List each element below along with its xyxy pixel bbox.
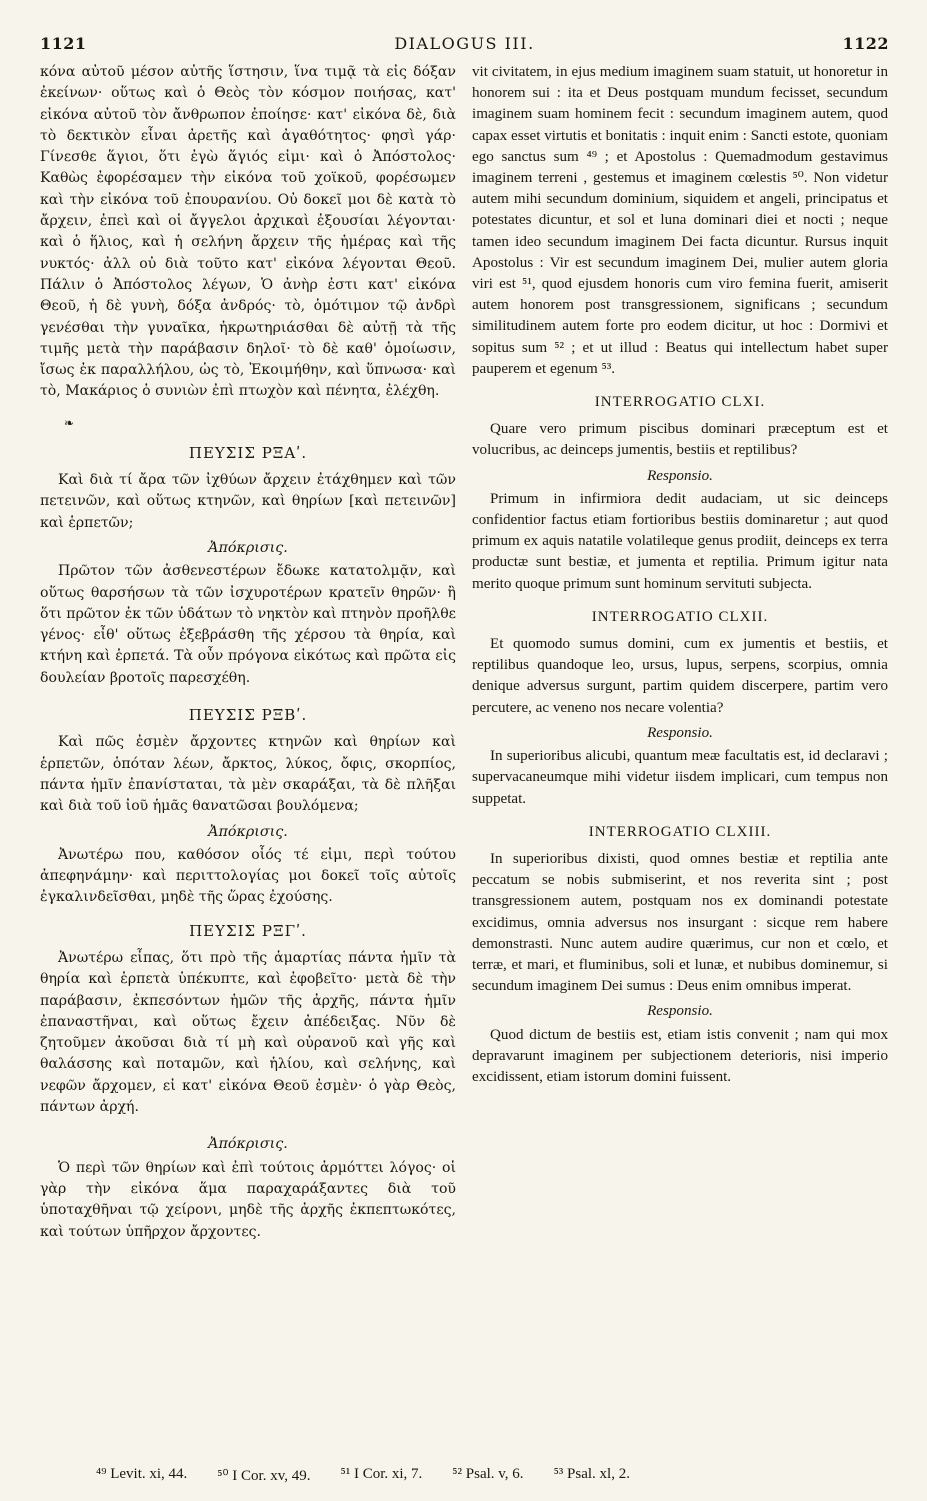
- greek-response-label-162: Ἀπόκρισις.: [208, 823, 288, 840]
- latin-question-161-text: Quare vero primum piscibus dominari præceptum est et volucribus, ac deinceps jumentis, bestiis et reptilibus?: [472, 421, 888, 459]
- greek-response-label-161: Ἀπόκρισις.: [208, 539, 288, 556]
- footnote-50: ⁵⁰ I Cor. xv, 49.: [217, 1468, 311, 1484]
- latin-question-163-title: INTERROGATIO CLXIII.: [588, 823, 772, 840]
- greek-question-162-title: ΠΕΥΣΙΣ ΡΞΒʹ.: [188, 706, 308, 725]
- footnote-51: ⁵¹ I Cor. xi, 7.: [340, 1466, 423, 1482]
- latin-column: [472, 62, 888, 1243]
- latin-answer-163-text: Quod dictum de bestiis est, etiam istis convenit ; nam qui mox depravarunt imaginem per subjectionem deterioris, nisi imperio excidissent, etiam istorum domini fuissent.: [472, 1026, 888, 1085]
- latin-response-label-162: Responsio.: [647, 724, 713, 741]
- latin-answer-161-text: Primum in infirmiora dedit audaciam, ut sic deinceps confidentior factus etiam fortioribus bestiis dominaretur ; aut quod primum ex aquis natatile volatileque genus prodiit, deinceps ex terra productæ sunt bestiæ, et jumenta et reptilia. Primum igitur nata merito quoque primum sunt hominum servituti subjecta.: [472, 490, 888, 592]
- greek-question-162-text: Καὶ πῶς ἐσμὲν ἄρχοντες κτηνῶν καὶ θηρίων καὶ ἑρπετῶν, ὁπόταν λέων, ἄρκτος, λύκος, ὄφις, σκορπίος, πάντα ἡμῖν ἐπανίσταται, τὰ μὲν σκαράξαι, τὰ δὲ πλῆξαι καὶ διὰ τοῦ ἰοῦ ἡμᾶς θανατῶσαι βουλόμενα;: [40, 734, 456, 815]
- printer-mark: ❧: [64, 415, 75, 430]
- latin-answer-162-text: In superioribus alicubi, quantum meæ facultatis est, id declaravi ; supervacaneumque mihi videtur iisdem implicari, cum tempus non suppetat.: [472, 748, 888, 807]
- greek-question-163-text: Ἀνωτέρω εἶπας, ὅτι πρὸ τῆς ἁμαρτίας πάντα ἡμῖν τὰ θηρία καὶ ἑρπετὰ ὑπέκυπτε, καὶ ἐφοβεῖτο· μετὰ δὲ τὴν παράβασιν, ἐκπεσόντων ἡμῶν τῆς ἀρχῆς, πάντα ἡμῖν ἐπαναστῆναι, καὶ οὕτως ἔχειν ἀπέδειξας. Νῦν δὲ ζητοῦμεν ἀκοῦσαι διὰ τί μὴ καὶ οὐρανοῦ καὶ γῆς καὶ θαλάσσης καὶ ποταμῶν, καὶ ἡλίου, καὶ σελήνης, καὶ νεφῶν ἄρχομεν, εἰ κατ' εἰκόνα Θεοῦ ἐσμὲν· ὁ γὰρ Θεὸς, πάντων ἀρχή.: [40, 949, 456, 1116]
- running-head: [40, 34, 889, 58]
- greek-response-label-163: Ἀπόκρισις.: [208, 1136, 288, 1153]
- footnote-49: ⁴⁹ Levit. xi, 44.: [96, 1466, 188, 1482]
- greek-answer-162-text: Ἀνωτέρω που, καθόσον οἷός τέ εἰμι, περὶ τούτου ἀπεφηνάμην· καὶ περιττολογίας μοι δοκεῖ τοῖς αὐτοῖς ἐγκαλινδεῖσθαι, μηδὲ τῆς ὥρας ἐχούσης.: [40, 846, 456, 906]
- greek-answer-163-text: Ὁ περὶ τῶν θηρίων καὶ ἐπὶ τούτοις ἁρμόττει λόγος· οἱ γὰρ τὴν εἰκόνα ἅμα παραχαράξαντες διὰ τοῦ ὑποταχθῆναι τῷ χείρονι, μηδὲ τῆς ἀρχῆς ἐκπεπτωκότες, καὶ τούτων ὑπῆρχον ἄρχοντες.: [40, 1159, 456, 1240]
- latin-response-label-161: Responsio.: [647, 467, 713, 484]
- latin-paragraph-intro: vit civitatem, in ejus medium imaginem suam statuit, ut honoretur in honorem sui : ita et Deus postquam mundum fecisset, secundum imaginem suam hominem fecit : secundum imaginem autem, quod capax esset virtutis et bonitatis : inquit enim : Sancti estote, quoniam ego sanctus sum ⁴⁹ ; et Apostolus : Quemadmodum gestavimus imaginem terreni , gestemus et imaginem cœlestis ⁵⁰. Non videtur autem mihi secundum dominium, siquidem et angeli, principatus et potestates dicuntur, et sol et luna dominari diei et nocti ; neque tamen ideo secundum imaginem Dei facta dicuntur. Rursus inquit Apostolus : Vir est secundum imaginem Dei, mulier autem gloria viri est ⁵¹, quod ejusdem honoris cum viro femina fuerit, amiserit autem honorem post transgressionem, significans ; secundum similitudinem autem forte pro eodem dicitur, ut hoc : Dormivi et sopitus sum ⁵² ; et ut illud : Beatus qui intellectum habet super pauperem et egenum ⁵³.: [472, 64, 888, 377]
- latin-question-162-text: Et quomodo sumus domini, cum ex jumentis et bestiis, et reptilibus quandoque leo, ursus, lupus, serpens, scorpius, omnia denique adversus surgunt, partim quidem discerpere, partim vero percutere, ac veneno nos necare volentia?: [472, 636, 888, 716]
- footnote-53: ⁵³ Psal. xl, 2.: [553, 1466, 630, 1482]
- footnotes: [96, 1466, 867, 1485]
- footnote-52: ⁵² Psal. v, 6.: [452, 1466, 524, 1482]
- greek-question-163-title: ΠΕΥΣΙΣ ΡΞΓʹ.: [189, 921, 307, 940]
- greek-answer-161-text: Πρῶτον τῶν ἀσθενεστέρων ἔδωκε κατατολμᾷν, καὶ οὕτως θαρσήσων τὰ τῶν ἰσχυροτέρων κρατεῖν θηρῶν· ἢ ὅτι πρῶτον ἐκ τῶν ὑδάτων τὸ νηκτὸν καὶ πτηνὸν προῆλθε γένος· εἶθ' οὕτως ἐξεβράσθη τῆς χέρσου τὰ θηρία, καὶ κτήνη καὶ ἑρπετά. Τὰ οὖν πρόγονα εἰκότως καὶ πρῶτα εἰς δουλείαν βροτοῖς παρεσχέθη.: [40, 563, 456, 686]
- latin-question-161-title: INTERROGATIO CLXI.: [594, 394, 766, 411]
- left-page-number: 1121: [40, 34, 87, 53]
- latin-question-162-title: INTERROGATIO CLXII.: [591, 608, 769, 625]
- right-page-number: 1122: [842, 34, 889, 53]
- latin-question-163-text: In superioribus dixisti, quod omnes bestiæ et reptilia ante peccatum se nobis submiserint, et nos reverita sint ; post transgressionem autem, postquam nos ex dominandi potestate excidimus, omnia adversus nos insurgant : sicque rem habere demonstrasti. Nunc autem audire quærimus, cur non et cœlo, et terræ, et mari, et fluminibus, soli et lunæ, et nubibus dominemur, si secundum imaginem Dei sumus : Deus enim omnibus imperat.: [472, 850, 888, 995]
- latin-response-label-163: Responsio.: [647, 1003, 713, 1020]
- greek-column: [40, 62, 456, 1243]
- two-columns: [40, 62, 889, 1243]
- greek-question-161-title: ΠΕΥΣΙΣ ΡΞΑʹ.: [188, 443, 308, 462]
- greek-question-161-text: Καὶ διὰ τί ἄρα τῶν ἰχθύων ἄρχειν ἐτάχθημεν καὶ τῶν πετεινῶν, καὶ οὕτως κτηνῶν, καὶ θηρίων [καὶ πετεινῶν] καὶ ἑρπετῶν;: [40, 472, 456, 531]
- greek-paragraph-intro: κόνα αὐτοῦ μέσον αὐτῆς ἵστησιν, ἵνα τιμᾷ τὰ εἰς δόξαν ἐκείνων· οὕτως καὶ ὁ Θεὸς τὸν κόσμον ποιήσας, κατ' εἰκόνα αὐτοῦ τὸν ἄνθρωπον ἐποίησε· κατ' εἰκόνα δὲ, διὰ τὸ δεκτικὸν εἶναι ἀρετῆς καὶ ἀγαθότητος· φησὶ γάρ· Γίνεσθε ἅγιοι, ὅτι ἐγὼ ἅγιός εἰμι· καὶ ὁ Ἀπόστολος· Καθὼς ἐφορέσαμεν τὴν εἰκόνα τοῦ χοϊκοῦ, φορέσωμεν καὶ τὴν εἰκόνα τοῦ ἐπουρανίου. Οὐ δοκεῖ μοι δὲ κατὰ τὸ ἄρχειν, ἐπεὶ καὶ οἱ ἄγγελοι ἀρχικαὶ ἐξουσίαι λέγονται· καὶ ὁ ἥλιος, καὶ ἡ σελήνη ἄρχειν τῆς ἡμέρας καὶ τῆς νυκτός· ἀλλ οὐ διὰ τοῦτο κατ' εἰκόνα λέγονται Θεοῦ. Πάλιν ὁ Ἀπόστολος λέγων, Ὁ ἀνὴρ ἐστι κατ' εἰκόνα Θεοῦ, ἡ δὲ γυνὴ, δόξα ἀνδρός· τὸ, ὁμότιμον τῷ ἀνδρὶ γενέσθαι τὴν γυναῖκα, ἠκρωτηριάσθαι δὲ αὐτῇ τὰ τῆς τιμῆς μετὰ τὴν παράβασιν δηλοῖ· τὸ δὲ καθ' ὁμοίωσιν, ἴσως ἐκ παραλλήλου, ὡς τὸ, Ἐκοιμήθην, καὶ ὕπνωσα· καὶ τὸ, Μακάριος ὁ συνιὼν ἐπὶ πτωχὸν καὶ πένητα, ἐλέχθη.: [40, 64, 456, 400]
- running-title: DIALOGUS III.: [394, 34, 535, 53]
